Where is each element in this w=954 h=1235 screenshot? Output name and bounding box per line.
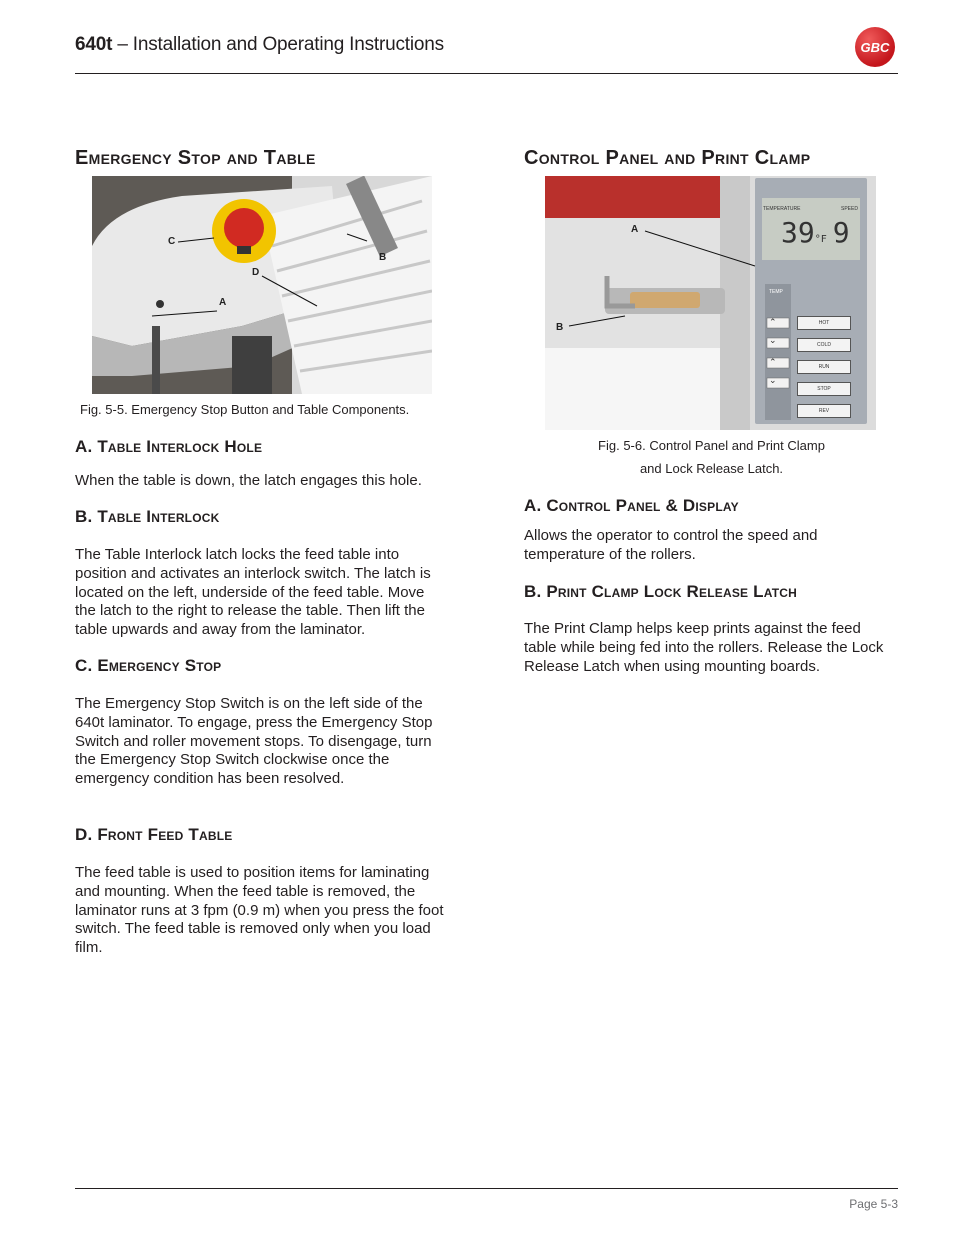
section-c-title: C. Emergency Stop xyxy=(75,656,222,675)
right-heading: Control Panel and Print Clamp xyxy=(524,147,811,169)
control-figure-label-b: B xyxy=(556,322,564,333)
rev-button[interactable]: REV xyxy=(797,404,851,418)
figure-label-d: D xyxy=(252,267,260,278)
hot-button[interactable]: HOT xyxy=(797,316,851,330)
display-unit: °F xyxy=(814,234,827,245)
up-arrow-icon[interactable]: ⌃ xyxy=(769,357,777,367)
page-header-title xyxy=(75,34,444,56)
section-b-body: The Table Interlock latch locks the feed table into position and activates an interlock switch. The latch is located on the left, underside of the feed table. Move the latch to the right to release the table. Then lift the table upwards and away from the laminator. xyxy=(75,546,431,639)
model-name: 640t xyxy=(75,34,113,55)
left-heading: Emergency Stop and Table xyxy=(75,147,316,169)
run-button[interactable]: RUN xyxy=(797,360,851,374)
header-rule xyxy=(75,73,898,74)
section-a-title: A. Table Interlock Hole xyxy=(75,437,263,456)
display-speed-label: SPEED xyxy=(841,206,858,212)
section-print-clamp-title: B. Print Clamp Lock Release Latch xyxy=(524,582,797,601)
display-readout xyxy=(781,216,850,249)
panel-buttons xyxy=(797,316,851,418)
section-d-body: The feed table is used to position items for laminating and mounting. When the feed table is removed, the laminator runs at 3 fpm (0.9 m) when you press the foot switch. The feed table is removed only when you load film. xyxy=(75,864,444,957)
stop-button[interactable]: STOP xyxy=(797,382,851,396)
section-control-title: A. Control Panel & Display xyxy=(524,496,739,515)
display-speed-value: 9 xyxy=(832,216,850,249)
figure-label-b: B xyxy=(379,252,387,263)
section-print-clamp-body: The Print Clamp helps keep prints against the feed table while being fed into the rollers. Release the Lock Release Latch when using mounting boards. xyxy=(524,620,884,675)
section-control-body: Allows the operator to control the speed and temperature of the rollers. xyxy=(524,527,818,563)
gbc-logo xyxy=(855,27,895,67)
footer-rule xyxy=(75,1188,898,1189)
display-temp-value: 39 xyxy=(781,216,815,249)
cold-button[interactable]: COLD xyxy=(797,338,851,352)
logo-text: GBC xyxy=(860,39,890,55)
emergency-stop-photo xyxy=(92,176,432,394)
panel-temp-label: TEMP xyxy=(769,289,783,295)
header-title-rest: – Installation and Operating Instructions xyxy=(112,34,444,55)
control-panel-photo xyxy=(545,176,876,430)
figure-label-c: C xyxy=(168,236,176,247)
up-arrow-icon[interactable]: ⌃ xyxy=(769,317,777,327)
figure-label-a: A xyxy=(219,297,227,308)
right-figure-caption-line1: Fig. 5-6. Control Panel and Print Clamp xyxy=(598,438,825,453)
section-c-body: The Emergency Stop Switch is on the left side of the 640t laminator. To engage, press the Emergency Stop Switch and roller movement stops. To disengage, turn the Emergency Stop Switch clockwise once the emergency condition has been resolved. xyxy=(75,695,433,788)
control-figure-label-a: A xyxy=(631,224,639,235)
page-number: Page 5-3 xyxy=(849,1197,898,1211)
left-figure-caption: Fig. 5-5. Emergency Stop Button and Table Components. xyxy=(80,402,410,417)
down-arrow-icon[interactable]: ⌄ xyxy=(769,335,777,345)
section-b-title: B. Table Interlock xyxy=(75,507,220,526)
section-a-body: When the table is down, the latch engages this hole. xyxy=(75,472,422,489)
section-d-title: D. Front Feed Table xyxy=(75,825,233,844)
down-arrow-icon[interactable]: ⌄ xyxy=(769,375,777,385)
display-temp-label: TEMPERATURE xyxy=(763,206,801,212)
right-figure-caption-line2: and Lock Release Latch. xyxy=(639,461,784,476)
emergency-stop-illustration xyxy=(92,176,432,394)
